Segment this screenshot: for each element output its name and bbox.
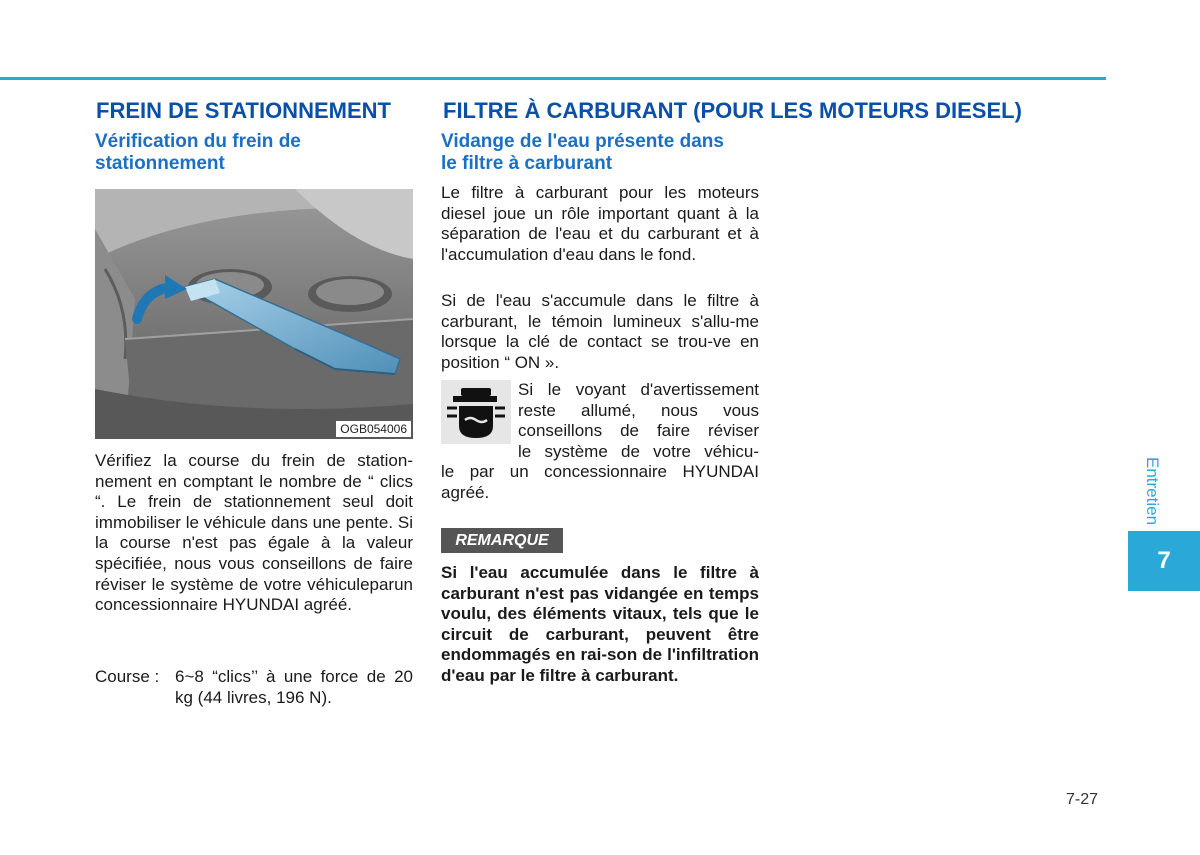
warning-line: reste allumé, nous vous	[518, 400, 759, 420]
section-heading-fuel-filter: FILTRE À CARBURANT (POUR LES MOTEURS DIESEL)	[443, 98, 1022, 123]
parking-brake-figure	[95, 189, 413, 439]
chapter-tab: 7	[1128, 531, 1200, 591]
fuel-filter-warning-icon	[441, 380, 511, 444]
spec-label: Course :	[95, 667, 160, 686]
warning-continuation: le par un concessionnaire HYUNDAI agréé.	[441, 462, 759, 502]
top-divider-rule	[0, 77, 1106, 80]
page-number: 7-27	[1066, 791, 1099, 808]
note-badge: REMARQUE	[441, 528, 563, 553]
subheading-water-drain: Vidange de l'eau présente dans le filtre à carburant	[441, 131, 724, 174]
warning-indicator-text	[518, 380, 759, 462]
subheading-brake-check: Vérification du frein de stationnement	[95, 131, 301, 174]
section-heading-parking-brake: FREIN DE STATIONNEMENT	[96, 98, 391, 123]
fuel-filter-paragraph-1: Le filtre à carburant pour les moteurs diesel joue un rôle important quant à la séparation de l'eau et du carburant et à l'accumulation d'eau dans le fond.	[441, 183, 759, 264]
parking-brake-illustration	[95, 189, 413, 439]
brake-check-paragraph: Vérifiez la course du frein de station-nement en comptant le nombre de “ clics “. Le frein de stationnement seul doit immobiliser le véhicule dans une pente. Si la course n'est pas égale à la valeur spécifiée, nous vous conseillons de faire réviser le système de votre véhiculeparun concessionnaire HYUNDAI agréé.	[95, 451, 413, 615]
spec-value: 6~8 “clics’’ à une force de 20 kg (44 livres, 196 N).	[175, 667, 413, 707]
chapter-side-label	[1140, 452, 1164, 530]
chapter-side-label-text: Entretien	[1143, 456, 1162, 526]
warning-line: Si le voyant d'avertissement	[518, 380, 759, 399]
note-text: Si l'eau accumulée dans le filtre à carburant n'est pas vidangée en temps voulu, des éléments vitaux, tels que le circuit de carburant, peuvent être endommagés en rai-son de l'infiltration d'eau par le filtre à carburant.	[441, 563, 759, 685]
warning-line: conseillons de faire réviser	[518, 421, 759, 441]
warning-line: le système de votre véhicu-	[518, 441, 759, 461]
figure-code-label: OGB054006	[336, 421, 411, 437]
fuel-filter-paragraph-2: Si de l'eau s'accumule dans le filtre à carburant, le témoin lumineux s'allu-me lorsque la clé de contact se trou-ve en position “ ON ».	[441, 291, 759, 372]
